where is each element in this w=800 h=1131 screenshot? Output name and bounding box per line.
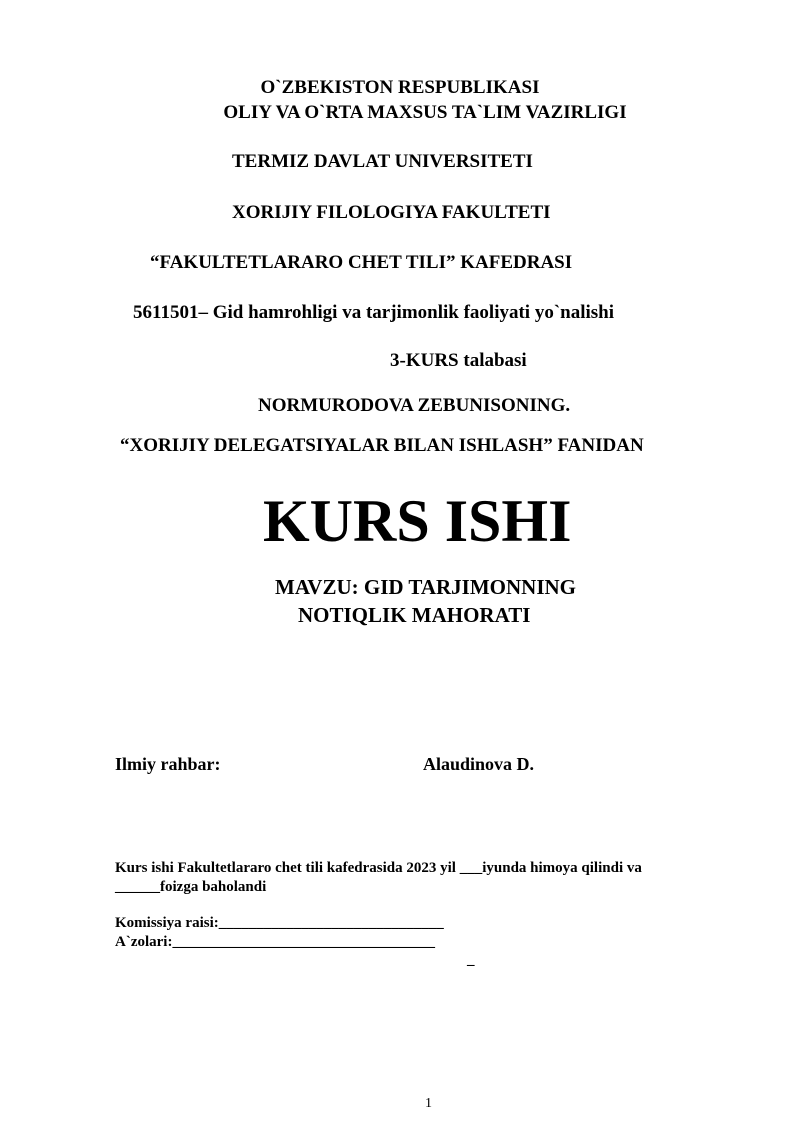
department-heading: “FAKULTETLARARO CHET TILI” KAFEDRASI xyxy=(150,252,573,273)
document-title: KURS ISHI xyxy=(263,488,572,554)
topic-line-1: MAVZU: GID TARJIMONNING xyxy=(275,575,577,599)
faculty-heading: XORIJIY FILOLOGIYA FAKULTETI xyxy=(232,202,551,223)
ministry-heading: OLIY VA O`RTA MAXSUS TA`LIM VAZIRLIGI xyxy=(223,102,627,123)
topic-line-2: NOTIQLIK MAHORATI xyxy=(298,603,531,627)
specialty-line: 5611501– Gid hamrohligi va tarjimonlik faoliyati yo`nalishi xyxy=(133,302,615,323)
defense-line-1: Kurs ishi Fakultetlararo chet tili kafedrasida 2023 yil ___iyunda himoya qilindi va xyxy=(115,860,642,876)
commission-chair-line: Komissiya raisi:______________________________ xyxy=(115,915,444,931)
student-name: NORMURODOVA ZEBUNISONING. xyxy=(258,395,571,416)
advisor-name: Alaudinova D. xyxy=(423,754,535,774)
defense-line-2: ______foizga baholandi xyxy=(115,879,267,895)
university-heading: TERMIZ DAVLAT UNIVERSITETI xyxy=(232,151,533,172)
course-line: 3-KURS talabasi xyxy=(390,350,527,371)
republic-heading: O`ZBEKISTON RESPUBLIKASI xyxy=(260,77,540,98)
advisor-label: Ilmiy rahbar: xyxy=(115,754,221,774)
page-number: 1 xyxy=(425,1096,432,1111)
commission-trailing-dash: _ xyxy=(467,952,475,968)
commission-members-line: A`zolari:___________________________________ xyxy=(115,934,435,950)
subject-line: “XORIJIY DELEGATSIYALAR BILAN ISHLASH” FANIDAN xyxy=(120,435,644,456)
